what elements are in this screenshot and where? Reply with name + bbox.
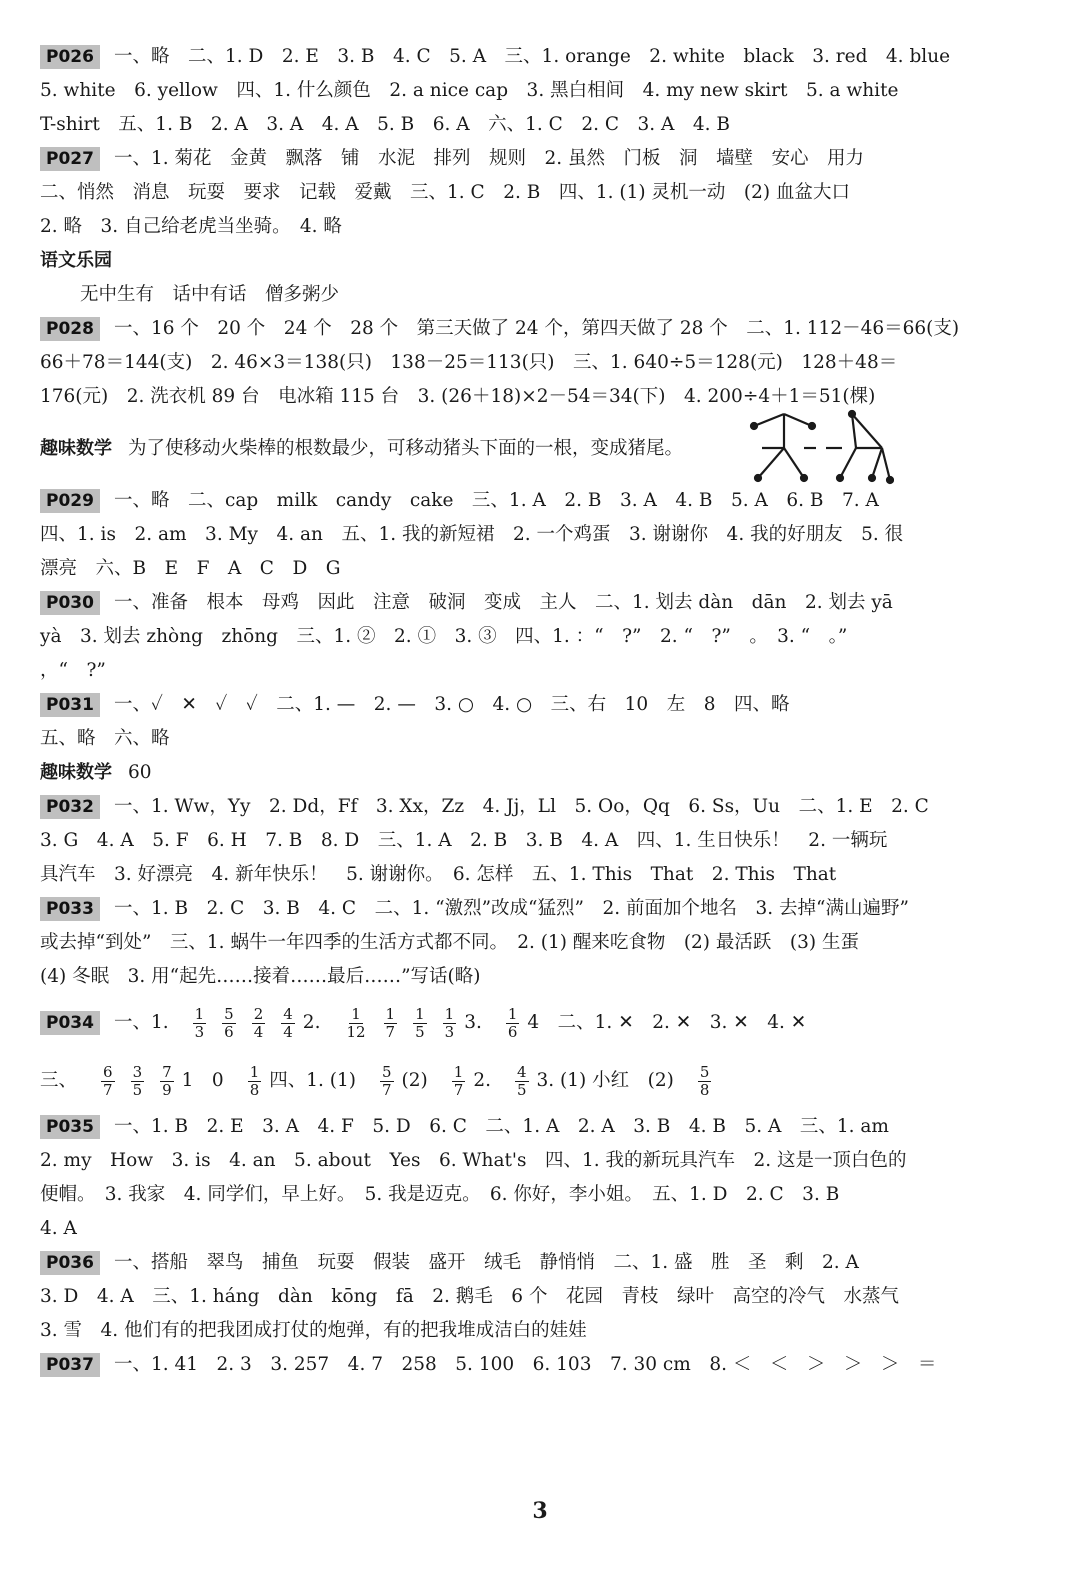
answer-text: yà 3. 划去 zhòng zhōng 三、1. ② 2. ① 3. ③ 四、1. ：“ ?” 2. “ ?” 。 3. “ 。” [40,626,848,647]
page-badge-p034: P034 [40,1011,100,1035]
fraction-denominator: 8 [699,1080,710,1099]
fraction [443,1006,457,1041]
answer-text: ，“ ?” [40,660,106,681]
fraction-numerator: 4 [283,1004,293,1023]
section-line [40,244,1040,278]
answer-text: 3. 雪 4. 他们有的把我团成打仗的炮弹，有的把我堆成洁白的娃娃 [40,1320,587,1341]
section-heading: 语文乐园 [40,250,112,271]
page-number: 3 [532,1498,548,1524]
fraction [281,1006,295,1041]
fraction-denominator: 6 [507,1022,518,1041]
fraction-numerator: 1 [453,1062,464,1081]
answer-segment: 3. [464,1012,482,1033]
page-badge-p035: P035 [40,1115,100,1139]
answer-line [40,620,1040,654]
answer-line [40,176,1040,210]
answer-line [40,40,1040,74]
answer-line [40,1144,1040,1178]
page-badge-p031: P031 [40,693,100,717]
answer-line [40,1280,1040,1314]
fraction-denominator: 5 [516,1080,527,1099]
answer-segment: 1 0 [181,1070,224,1091]
answer-line [40,552,1040,586]
answer-text: 或去掉“到处” 三、1. 蜗牛一年四季的生活方式都不同。 2. (1) 醒来吃食物 (2) 最活跃 (3) 生蛋 [40,932,859,953]
fraction-denominator: 3 [444,1022,455,1041]
answer-text: 一、16 个 20 个 24 个 28 个 第三天做了 24 个，第四天做了 28 个 二、1. 112－46＝66(支) [113,318,960,339]
fraction-denominator: 7 [382,1080,392,1099]
fraction-denominator: 7 [385,1022,396,1041]
fraction-numerator: 5 [382,1062,392,1081]
fraction-numerator: 3 [132,1062,143,1081]
answer-text: 3. G 4. A 5. F 6. H 7. B 8. D 三、1. A 2. B 3. B 4. A 四、1. 生日快乐！ 2. 一辆玩 [40,830,888,851]
fraction [380,1064,394,1099]
page-badge-p030: P030 [40,591,100,615]
answer-text: 一、1. B 2. E 3. A 4. F 5. D 6. C 二、1. A 2. A 3. B 4. B 5. A 三、1. am [113,1116,889,1137]
answer-text: 5. white 6. yellow 四、1. 什么颜色 2. a nice cap 3. 黑白相间 4. my new skirt 5. a white [40,80,899,101]
answer-line [40,1314,1040,1348]
answer-text: 一、1. 41 2. 3 3. 257 4. 7 258 5. 100 6. 103 7. 30 cm 8. ＜ ＜ ＞ ＞ ＞ ＝ [113,1354,937,1375]
answer-text: 一、✓ ✕ ✓ ✓ 二、1. — 2. — 3. ○ 4. ○ 三、右 10 左 8 四、略 [113,694,790,715]
fraction-denominator: 7 [453,1080,464,1099]
fraction-denominator: 7 [103,1080,113,1099]
answer-text: 四、1. is 2. am 3. My 4. an 五、1. 我的新短裙 2. 一个鸡蛋 3. 谢谢你 4. 我的好朋友 5. 很 [40,524,904,545]
answer-segment: 一、1. [113,1012,169,1033]
answer-text: 一、1. B 2. C 3. B 4. C 二、1. “激烈”改成“猛烈” 2. 前面加个地名 3. 去掉“满山遍野” [113,898,909,919]
fraction-numerator: 1 [249,1062,260,1081]
answer-line [40,210,1040,244]
answer-line [40,1348,1040,1382]
answer-text: T-shirt 五、1. B 2. A 3. A 4. A 5. B 6. A 六、1. C 2. C 3. A 4. B [40,114,731,135]
answer-segment: (2) [401,1070,428,1091]
matchstick-pig-figure [744,408,894,490]
answer-line [40,346,1040,380]
page-badge-p027: P027 [40,147,100,171]
answer-text: 一、1. 菊花 金黄 飘落 铺 水泥 排列 规则 2. 虽然 门板 洞 墙壁 安心 用力 [113,148,865,169]
section-text: 60 [128,762,152,783]
fraction-denominator: 12 [346,1022,366,1041]
fraction-numerator: 1 [415,1004,425,1023]
section-heading: 趣味数学 [40,438,112,459]
fraction-denominator: 9 [162,1080,172,1099]
page-badge-p037: P037 [40,1353,100,1377]
answer-line [40,892,1040,926]
answer-text: 五、略 六、略 [40,728,170,749]
answer-line [40,142,1040,176]
answer-page [40,40,1040,1382]
fraction-numerator: 5 [699,1062,710,1081]
answer-line [40,790,1040,824]
answer-text: 176(元) 2. 洗衣机 89 台 电冰箱 115 台 3. (26＋18)×2－54＝34(下) 4. 200÷4＋1＝51(棵) [40,386,876,407]
answer-text: 具汽车 3. 好漂亮 4. 新年快乐！ 5. 谢谢你。 6. 怎样 五、1. This That 2. This That [40,864,837,885]
page-badge-p032: P032 [40,795,100,819]
answer-text: 一、搭船 翠鸟 捕鱼 玩耍 假装 盛开 绒毛 静悄悄 二、1. 盛 胜 圣 剩 2. A [113,1252,859,1273]
fraction-numerator: 7 [162,1062,172,1081]
answer-text: 2. 略 3. 自己给老虎当坐骑。 4. 略 [40,216,342,237]
fraction [384,1006,398,1041]
answer-text: 二、悄然 消息 玩耍 要求 记载 爱戴 三、1. C 2. B 四、1. (1) 灵机一动 (2) 血盆大口 [40,182,851,203]
answer-line [40,1246,1040,1280]
fraction [131,1064,145,1099]
answer-line [40,108,1040,142]
fraction-numerator: 1 [351,1004,361,1023]
fraction [698,1064,712,1099]
idiom-text: 无中生有 话中有话 僧多粥少 [80,284,340,305]
answer-text: 一、准备 根本 母鸡 因此 注意 破洞 变成 主人 二、1. 划去 dàn dān 2. 划去 yā [113,592,893,613]
fraction-numerator: 1 [444,1004,455,1023]
fraction [222,1006,236,1041]
answer-segment: 四、1. (1) [269,1070,356,1091]
answer-line [40,1052,1040,1110]
answer-line [40,858,1040,892]
fraction [248,1064,262,1099]
fraction [515,1064,529,1099]
answer-line [40,960,1040,994]
fraction-denominator: 5 [415,1022,425,1041]
answer-text: 66＋78＝144(支) 2. 46×3＝138(只) 138－25＝113(只) 三、1. 640÷5＝128(元) 128＋48＝ [40,352,898,373]
answer-text: 3. D 4. A 三、1. háng dàn kōng fā 2. 鹅毛 6 个 花园 青枝 绿叶 高空的冷气 水蒸气 [40,1286,899,1307]
answer-line [40,994,1040,1052]
answer-line [40,654,1040,688]
answer-line [40,586,1040,620]
answer-line [40,74,1040,108]
fraction-numerator: 6 [103,1062,113,1081]
fraction [452,1064,466,1099]
answer-text: (4) 冬眠 3. 用“起先……接着……最后……”写话(略) [40,966,481,987]
page-badge-p026: P026 [40,45,100,69]
fraction-numerator: 4 [516,1062,527,1081]
answer-segment: 2. [473,1070,491,1091]
answer-line [40,824,1040,858]
fraction-numerator: 1 [507,1004,518,1023]
answer-segment: 3. (1) 小红 (2) [536,1070,674,1091]
answer-line [40,312,1040,346]
fraction-denominator: 4 [283,1022,293,1041]
fraction-denominator: 6 [224,1022,234,1041]
answer-segment: 4 二、1. ✕ 2. ✕ 3. ✕ 4. ✕ [527,1012,807,1033]
fraction-numerator: 1 [385,1004,396,1023]
fraction [193,1006,207,1041]
answer-line [40,722,1040,756]
fraction-numerator: 5 [224,1004,234,1023]
fraction-denominator: 4 [253,1022,264,1041]
answer-text: 便帽。 3. 我家 4. 同学们，早上好。 5. 我是迈克。 6. 你好，李小姐。 五、1. D 2. C 3. B [40,1184,840,1205]
answer-segment: 三、 [40,1070,78,1091]
idiom-line [40,278,1040,312]
answer-text: 一、略 二、1. D 2. E 3. B 4. C 5. A 三、1. orange 2. white black 3. red 4. blue [113,46,951,67]
answer-line [40,688,1040,722]
answer-text: 漂亮 六、B E F A C D G [40,558,341,579]
fraction [413,1006,427,1041]
fraction-denominator: 3 [194,1022,205,1041]
answer-text: 2. my How 3. is 4. an 5. about Yes 6. What's 四、1. 我的新玩具汽车 2. 这是一顶白色的 [40,1150,907,1171]
fraction [160,1064,174,1099]
answer-text: 4. A [40,1218,77,1239]
fraction [101,1064,115,1099]
fraction-numerator: 1 [194,1004,205,1023]
answer-line [40,1212,1040,1246]
answer-line [40,1178,1040,1212]
page-badge-p029: P029 [40,489,100,513]
section-text: 为了使移动火柴棒的根数最少，可移动猪头下面的一根，变成猪尾。 [128,438,684,459]
answer-text: 一、1. Ww，Yy 2. Dd，Ff 3. Xx，Zz 4. Jj，Ll 5. Oo，Qq 6. Ss，Uu 二、1. E 2. C [113,796,929,817]
section-heading: 趣味数学 [40,762,112,783]
fraction [506,1006,520,1041]
answer-line [40,926,1040,960]
section-line [40,756,1040,790]
answer-segment: 2. [302,1012,321,1033]
fraction-denominator: 5 [132,1080,143,1099]
page-badge-p036: P036 [40,1251,100,1275]
fraction-numerator: 2 [253,1004,264,1023]
fraction [252,1006,266,1041]
page-badge-p028: P028 [40,317,100,341]
answer-line [40,1110,1040,1144]
answer-text: 一、略 二、cap milk candy cake 三、1. A 2. B 3. A 4. B 5. A 6. B 7. A [113,490,879,511]
page-badge-p033: P033 [40,897,100,921]
fraction-denominator: 8 [249,1080,260,1099]
fraction [344,1006,367,1041]
answer-line [40,518,1040,552]
